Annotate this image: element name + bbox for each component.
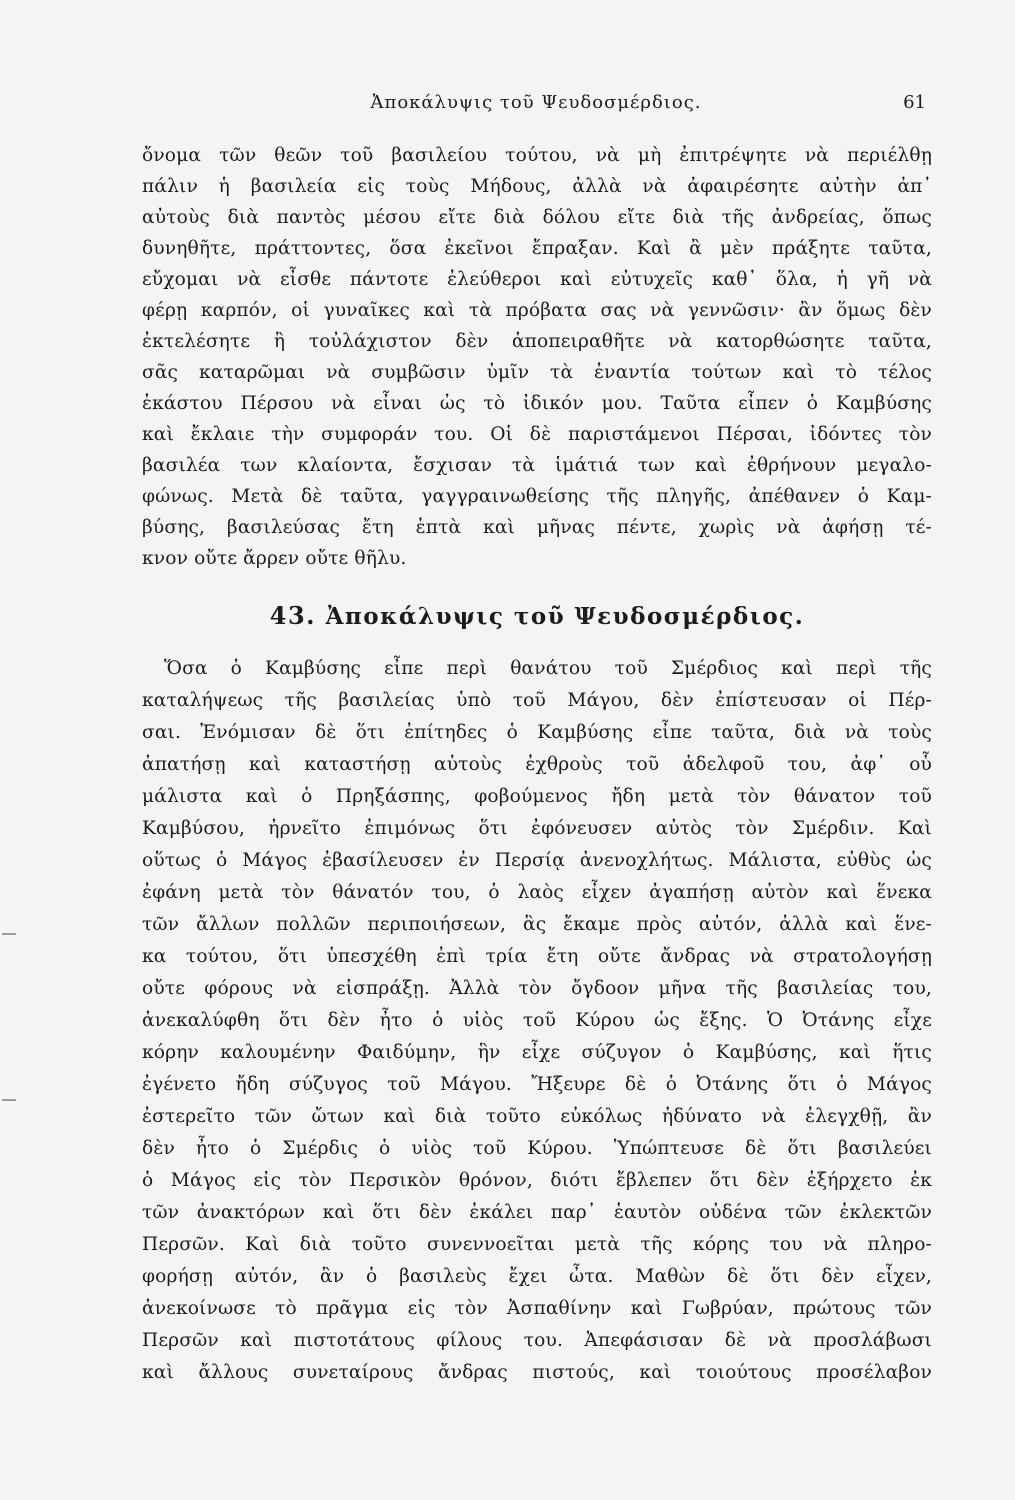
text-line: ἀνεκαλύφθη ὅτι δὲν ἦτο ὁ υἱὸς τοῦ Κύρου ὡς ἔξης. Ὁ Ὀτάνης εἶχε: [142, 1010, 932, 1031]
margin-tick-mark: ―: [2, 926, 16, 942]
margin-tick-mark: ―: [2, 1092, 16, 1108]
text-line: πάλιν ἡ βασιλεία εἰς τοὺς Μήδους, ἀλλὰ νὰ ἀφαιρέσητε αὐτὴν ἀπ᾽: [142, 176, 932, 197]
text-line: Περσῶν καὶ πιστοτάτους φίλους του. Ἀπεφάσισαν δὲ νὰ προσλάβωσι: [142, 1330, 932, 1351]
text-line: ὁ Μάγος εἰς τὸν Περσικὸν θρόνον, διότι ἔβλεπεν ὅτι δὲν ἐξήρχετο ἐκ: [142, 1170, 932, 1191]
text-line: ἐγένετο ἤδη σύζυγος τοῦ Μάγου. Ἤξευρε δὲ ὁ Ὀτάνης ὅτι ὁ Μάγος: [142, 1074, 932, 1095]
text-line: ἀπατήσῃ καὶ καταστήσῃ αὐτοὺς ἐχθροὺς τοῦ ἀδελφοῦ του, ἀφ᾽ οὗ: [142, 754, 932, 775]
text-line: ἀνεκοίνωσε τὸ πρᾶγμα εἰς τὸν Ἀσπαθίνην καὶ Γωβρύαν, πρώτους τῶν: [142, 1298, 932, 1319]
text-line: ἐκτελέσητε ἢ τοὐλάχιστον δὲν ἀποπειραθῆτε νὰ κατορθώσητε ταῦτα,: [142, 331, 932, 352]
text-line: κνον οὔτε ἄρρεν οὔτε θῆλυ.: [142, 548, 407, 569]
text-line: οὕτως ὁ Μάγος ἐβασίλευσεν ἐν Περσίᾳ ἀνενοχλήτως. Μάλιστα, εὐθὺς ὡς: [142, 850, 932, 871]
text-line: σαι. Ἐνόμισαν δὲ ὅτι ἐπίτηδες ὁ Καμβύσης εἶπε ταῦτα, διὰ νὰ τοὺς: [142, 722, 932, 743]
running-title: Ἀποκάλυψις τοῦ Ψευδοσμέρδιος.: [370, 92, 702, 113]
text-line: φορήσῃ αὐτόν, ἂν ὁ βασιλεὺς ἔχει ὦτα. Μαθὼν δὲ ὅτι δὲν εἶχεν,: [142, 1266, 932, 1287]
text-line: κα τούτου, ὅτι ὑπεσχέθη ἐπὶ τρία ἔτη οὔτε ἄνδρας νὰ στρατολογήσῃ: [142, 946, 932, 967]
text-line: βύσης, βασιλεύσας ἔτη ἑπτὰ καὶ μῆνας πέντε, χωρὶς νὰ ἀφήσῃ τέ-: [142, 517, 932, 538]
text-line: Καμβύσου, ἠρνεῖτο ἐπιμόνως ὅτι ἐφόνευσεν αὐτὸς τὸν Σμέρδιν. Καὶ: [142, 818, 932, 839]
text-line: σᾶς καταρῶμαι νὰ συμβῶσιν ὑμῖν τὰ ἐναντία τούτων καὶ τὸ τέλος: [142, 362, 932, 383]
page-number: 61: [903, 92, 926, 113]
text-line: καταλήψεως τῆς βασιλείας ὑπὸ τοῦ Μάγου, δὲν ἐπίστευσαν οἱ Πέρ-: [142, 690, 932, 711]
text-line: οὔτε φόρους νὰ εἰσπράξῃ. Ἀλλὰ τὸν ὄγδοον μῆνα τῆς βασιλείας του,: [142, 978, 932, 999]
text-line: ἐφάνη μετὰ τὸν θάνατόν του, ὁ λαὸς εἶχεν ἀγαπήσῃ αὐτὸν καὶ ἕνεκα: [142, 882, 932, 903]
text-line: καὶ ἄλλους συνεταίρους ἄνδρας πιστούς, καὶ τοιούτους προσέλαβον: [142, 1362, 932, 1383]
text-line: δυνηθῆτε, πράττοντες, ὅσα ἐκεῖνοι ἔπραξαν. Καὶ ἂ μὲν πράξητε ταῦτα,: [142, 238, 932, 259]
text-line: εὔχομαι νὰ εἶσθε πάντοτε ἐλεύθεροι καὶ εὐτυχεῖς καθ᾽ ὅλα, ἡ γῆ νὰ: [142, 269, 932, 290]
section-title: Ἀποκάλυψις τοῦ Ψευδοσμέρδιος.: [325, 603, 805, 630]
text-line: Περσῶν. Καὶ διὰ τοῦτο συνεννοεῖται μετὰ τῆς κόρης του νὰ πληρο-: [142, 1234, 932, 1255]
text-line: βασιλέα των κλαίοντα, ἔσχισαν τὰ ἱμάτιά των καὶ ἐθρήνουν μεγαλο-: [142, 455, 932, 476]
text-line: αὐτοὺς διὰ παντὸς μέσου εἴτε διὰ δόλου εἴτε διὰ τῆς ἀνδρείας, ὅπως: [142, 207, 932, 228]
text-line: φώνως. Μετὰ δὲ ταῦτα, γαγγραινωθείσης τῆς πληγῆς, ἀπέθανεν ὁ Καμ-: [142, 486, 932, 507]
text-line: ἐστερεῖτο τῶν ὤτων καὶ διὰ τοῦτο εὐκόλως ἠδύνατο νὰ ἐλεγχθῇ, ἂν: [142, 1106, 932, 1127]
section-heading: [142, 596, 932, 636]
text-line: φέρῃ καρπόν, οἱ γυναῖκες καὶ τὰ πρόβατα σας νὰ γεννῶσιν· ἂν ὅμως δὲν: [142, 300, 932, 321]
text-line: καὶ ἔκλαιε τὴν συμφοράν του. Οἱ δὲ παριστάμενοι Πέρσαι, ἰδόντες τὸν: [142, 424, 932, 445]
text-line: ὄνομα τῶν θεῶν τοῦ βασιλείου τούτου, νὰ μὴ ἐπιτρέψητε νὰ περιέλθῃ: [142, 145, 932, 166]
running-head: [140, 92, 932, 126]
text-line: κόρην καλουμένην Φαιδύμην, ἣν εἶχε σύζυγον ὁ Καμβύσης, καὶ ἥτις: [142, 1042, 932, 1063]
text-line: Ὅσα ὁ Καμβύσης εἶπε περὶ θανάτου τοῦ Σμέρδιος καὶ περὶ τῆς: [164, 658, 932, 679]
text-line: τῶν ἀνακτόρων καὶ ὅτι δὲν ἐκάλει παρ᾽ ἑαυτὸν οὐδένα τῶν ἐκλεκτῶν: [142, 1202, 932, 1223]
text-line: δὲν ἦτο ὁ Σμέρδις ὁ υἱὸς τοῦ Κύρου. Ὑπώπτευσε δὲ ὅτι βασιλεύει: [142, 1138, 932, 1159]
text-line: τῶν ἄλλων πολλῶν περιποιήσεων, ἃς ἔκαμε πρὸς αὐτόν, ἀλλὰ καὶ ἕνε-: [142, 914, 932, 935]
text-line: ἑκάστου Πέρσου νὰ εἶναι ὡς τὸ ἰδικόν μου. Ταῦτα εἶπεν ὁ Καμβύσης: [142, 393, 932, 414]
section-number: 43.: [269, 601, 317, 630]
text-line: μάλιστα καὶ ὁ Πρηξάσπης, φοβούμενος ἤδη μετὰ τὸν θάνατον τοῦ: [142, 786, 932, 807]
